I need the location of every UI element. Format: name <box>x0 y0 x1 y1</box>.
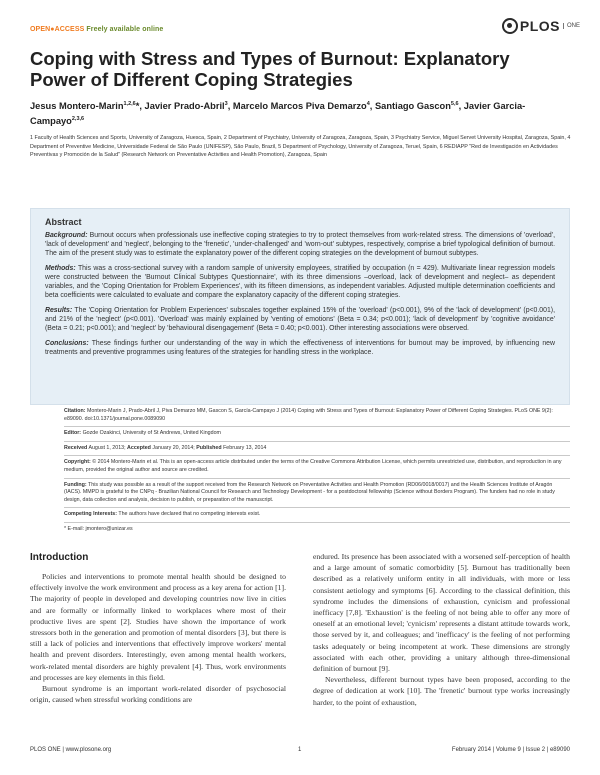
funding: Funding: This study was possible as a result of the support received from the Research Network on Preventative Activities and Health Promotion (RD06/0018/0017) and the Health Sciences Institute of Aragón (IACS). MMPD is grateful to the CNPq - Brazilian National Council for Research and Technology Development - for a postdoctoral fellowship (Science without Borders Program). The funders had no role in study design, data collection and analysis, decision to publish, or preparation of the manuscript. <box>64 481 555 503</box>
dates: Received August 1, 2013; Accepted January 20, 2014; Published February 13, 2014 <box>64 444 267 451</box>
citation: Citation: Montero-Marin J, Prado-Abril J, Piva Demarzo MM, Gascon S, García-Campayo J (2014) Coping with Stress and Types of Burnout: Explanatory Power of Different Coping Strategies. PLoS ONE 9(2): e89090. doi:10.1371/journal.pone.0089090 <box>64 408 553 422</box>
freely-available-label: Freely available online <box>86 26 164 33</box>
author-5[interactable]: Javier Garcia-Campayo$^{2,3,6}$ <box>30 101 526 127</box>
paragraph: endured. Its presence has been associated with a worsened self-perception of health and a large amount of somatic comorbidity [5]. Burnout has traditionally been described as a relatively uniform entity in all individuals, with more or less consistent aetiology and symptoms [6]. According to the classical definition, this syndrome includes the dimensions of exhaustion, cynicism and professional inefficacy [7,8]. 'Exhaustion' is the feeling of not being able to offer any more of oneself at an emotional level; 'cynicism' represents a distant attitude towards work, those served by it, and colleagues; and 'inefficacy' is the feeling of not performing tasks adequately or being incompetent at work. These dimensions are strongly associated with each other, providing a unitary although three-dimensional definition of burnout [9]. <box>313 552 570 674</box>
abstract-conclusions: Conclusions: These findings further our understanding of the way in which the effectiveness of interventions for burnout may be improved, by influencing new treatments and preventive programmes using features of the strategies for handling stress in the workplace. <box>45 340 555 356</box>
plos-logo <box>502 18 580 34</box>
introduction-heading: Introduction <box>30 552 89 563</box>
body-column-left <box>30 571 286 705</box>
author-3[interactable]: Marcelo Marcos Piva Demarzo$^4$, <box>232 101 373 112</box>
divider <box>64 441 570 442</box>
competing-interests: Competing Interests: The authors have declared that no competing interests exist. <box>64 511 261 518</box>
footer-page-number: 1 <box>298 747 302 753</box>
divider <box>64 455 570 456</box>
plos-one-label: ONE <box>563 23 580 29</box>
affiliations: 1 Faculty of Health Sciences and Sports, University of Zaragoza, Huesca, Spain, 2 Department of Psychiatry, University of Zaragoza, Zaragoza, Spain, 3 Psychiatry Service, Miguel Servet University Hospital, Zaragoza, Spain, 4 Department of Preventive Medicine, Universidade Federal de São Paulo (UNIFESP), São Paulo, Brazil, 5 Department of Psychology, University of Zaragoza, Teruel, Spain, 6 REDIAPP "Red de Investigación en Actividades Preventivas y Promoción de la Salud" (Research Network on Preventative Activities and Health Promotion), Zaragoza, Spain <box>30 135 571 159</box>
editor: Editor: Gozde Ozakinci, University of St Andrews, United Kingdom <box>64 430 221 437</box>
author-4[interactable]: Santiago Gascon$^{5,6}$, <box>374 101 462 112</box>
open-access-icon: ● <box>50 26 55 33</box>
abstract-background: Background: Burnout occurs when professionals use ineffective coping strategies to try to protect themselves from work-related stress. The dimensions of 'overload', 'lack of development' and 'neglect', belonging to the 'frenetic', 'under-challenged' and 'worn-out' subtypes, respectively, comprise a brief typological definition of burnout. The aim of the present study was to estimate the explanatory power of the different coping strategies on the development of burnout subtypes. <box>45 232 555 257</box>
open-access-banner <box>30 26 163 33</box>
abstract-results: Results: The 'Coping Orientation for Problem Experiences' subscales together explained 15% of the 'overload' (p<0.001), 9% of the 'lack of development' (p<0.001), and 21% of the 'neglect' (p<0.001). 'Overload' was mainly explained by 'venting of emotions' (Beta = 0.34; p<0.001); 'lack of development' by 'cognitive avoidance' (Beta = 0.21; p<0.001); and 'neglect' by 'behavioural disengagement' (Beta = 0.40; p<0.001). Other interesting associations were observed. <box>45 307 555 332</box>
divider <box>64 426 570 427</box>
footer-journal[interactable]: PLOS ONE | www.plosone.org <box>30 747 112 753</box>
divider <box>64 507 570 508</box>
plos-logo-text: PLOS <box>519 18 560 34</box>
paragraph: Burnout syndrome is an important work-related disorder of psychosocial origin, caused when stressful working conditions are <box>30 684 286 705</box>
body-column-right <box>313 551 570 708</box>
plos-logo-icon <box>502 18 518 34</box>
abstract-heading: Abstract <box>45 217 82 227</box>
copyright: Copyright: © 2014 Montero-Marin et al. This is an open-access article distributed under the terms of the Creative Commons Attribution License, which permits unrestricted use, distribution, and reproduction in any medium, provided the original author and source are credited. <box>64 459 562 473</box>
open-access-label: OPEN <box>30 26 51 33</box>
author-1[interactable]: Jesus Montero-Marin$^{1,2,6}$*, <box>30 101 142 112</box>
abstract-methods: Methods: This was a cross-sectional survey with a random sample of university employees, stratified by occupation (n = 429). Multivariate linear regression models were constructed between the 'Burnout Clinical Subtypes Questionnaire', with its three dimensions –overload, lack of development and neglect– as dependent variables, and the 'Coping Orientation for Problem Experiences', with its fifteen dimensions, as independent variables. Adjusted multiple determination coefficients and beta coefficients were calculated to evaluate and compare the explanatory capacity of the different coping strategies. <box>45 265 555 299</box>
footer-issue: February 2014 | Volume 9 | Issue 2 | e89090 <box>451 747 570 753</box>
divider <box>64 522 570 523</box>
abstract-box <box>30 208 570 405</box>
contact-email[interactable]: * E-mail: jmontero@unizar.es <box>64 525 133 532</box>
author-2[interactable]: Javier Prado-Abril$^3$, <box>144 101 231 112</box>
article-title: Coping with Stress and Types of Burnout: Explanatory Power of Different Coping Strategies <box>30 48 510 90</box>
access-label: ACCESS <box>54 26 85 33</box>
author-list <box>30 98 570 128</box>
paragraph: Nevertheless, different burnout types have been proposed, according to the degree of dedication at work [10]. The 'frenetic' burnout type works increasingly harder, to the point of exhaustion, <box>313 675 570 707</box>
divider <box>64 478 570 479</box>
article-metadata <box>64 408 570 537</box>
paragraph: Policies and interventions to promote mental health should be designed to effectively involve the work environment and process as a key arena for action [1]. The majority of people in developed and developing countries now live in cities and are formally or informally linked to workplaces where most of their productive lives are spent [2]. Studies have shown the importance of work stressors both in the generation and promotion of mental disorders [3], but there is still a lack of policies and interventions that effectively improve workers' mental health and prevent disorders. Interestingly, even among mental health workers, work-related mental disorders are highly prevalent [4]. Thus, work environments and processes are key elements in this field. <box>30 572 286 682</box>
